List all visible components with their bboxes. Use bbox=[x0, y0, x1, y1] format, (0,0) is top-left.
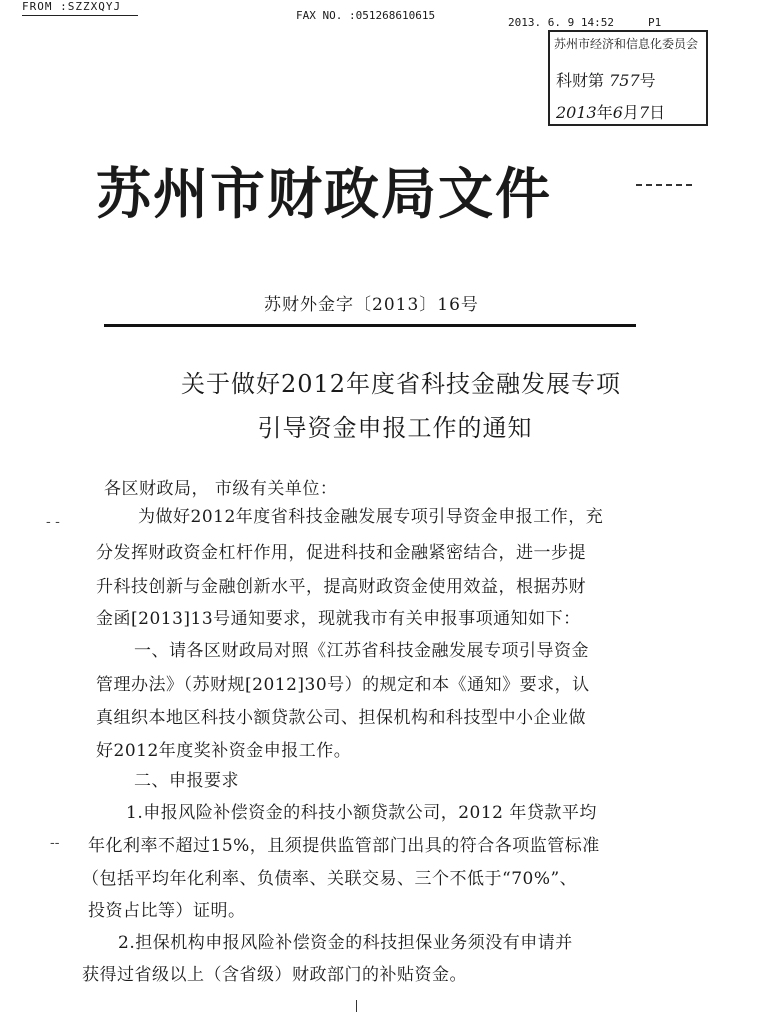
stamp-receipt-prefix: 科财 bbox=[556, 71, 589, 90]
stamp-receipt-number-value: 757 bbox=[609, 71, 640, 90]
header-rule bbox=[104, 324, 636, 327]
stamp-date-month-label: 月 bbox=[622, 103, 639, 122]
stamp-date-month: 6 bbox=[612, 103, 623, 122]
margin-dash-2: -- bbox=[50, 835, 60, 851]
body-line: 好2012年度奖补资金申报工作。 bbox=[96, 741, 352, 761]
stamp-date-year: 2013 bbox=[556, 103, 597, 122]
margin-dash-1: - - bbox=[46, 514, 60, 530]
stamp-receipt-date bbox=[556, 100, 665, 123]
fax-from-underline bbox=[22, 15, 138, 16]
body-line: 分发挥财政资金杠杆作用，促进科技和金融紧密结合，进一步提 bbox=[96, 543, 586, 563]
body-line: 投资占比等）证明。 bbox=[88, 901, 246, 921]
stamp-receipt-suffix: 号 bbox=[639, 71, 656, 90]
issuer-title: 苏州市财政局文件 bbox=[96, 161, 553, 226]
stamp-org: 苏州市经济和信息化委员会 bbox=[554, 37, 699, 51]
document-number: 苏财外金字〔2013〕16号 bbox=[264, 295, 479, 315]
stamp-date-day-label: 日 bbox=[649, 103, 666, 122]
notice-heading-line2: 引导资金申报工作的通知 bbox=[257, 414, 533, 442]
body-line: 年化利率不超过15%，且须提供监管部门出具的符合各项监管标准 bbox=[88, 836, 600, 856]
stamp-receipt-number bbox=[556, 68, 656, 91]
page-tick-mark bbox=[356, 1000, 357, 1012]
stamp-receipt-mid: 第 bbox=[588, 71, 605, 90]
fax-page: P1 bbox=[648, 16, 662, 29]
body-line: 二、申报要求 bbox=[134, 771, 239, 791]
body-line: 1.申报风险补偿资金的科技小额贷款公司，2012 年贷款平均 bbox=[126, 803, 597, 823]
body-line: 真组织本地区科技小额贷款公司、担保机构和科技型中小企业做 bbox=[96, 708, 586, 728]
stamp-date-year-label: 年 bbox=[596, 103, 613, 122]
notice-heading-line1: 关于做好2012年度省科技金融发展专项 bbox=[180, 370, 622, 398]
fax-number: FAX NO. :051268610615 bbox=[296, 9, 436, 22]
body-line: 管理办法》（苏财规[2012]30号）的规定和本《通知》要求，认 bbox=[96, 675, 590, 695]
fax-from: FROM :SZZXQYJ bbox=[22, 0, 122, 13]
body-line: （包括平均年化利率、负债率、关联交易、三个不低于“70%”、 bbox=[82, 869, 578, 889]
body-line: 一、请各区财政局对照《江苏省科技金融发展专项引导资金 bbox=[134, 641, 589, 661]
title-dash-mark bbox=[636, 184, 692, 186]
body-line: 为做好2012年度省科技金融发展专项引导资金申报工作，充 bbox=[138, 507, 604, 527]
addressee: 各区财政局， 市级有关单位： bbox=[104, 479, 338, 499]
fax-datetime: 2013. 6. 9 14:52 bbox=[508, 16, 614, 29]
stamp-date-day: 7 bbox=[638, 103, 650, 122]
receipt-stamp bbox=[548, 30, 708, 126]
body-line: 2.担保机构申报风险补偿资金的科技担保业务须没有申请并 bbox=[118, 933, 573, 953]
body-line: 金函[2013]13号通知要求，现就我市有关申报事项通知如下： bbox=[96, 609, 581, 629]
body-line: 获得过省级以上（含省级）财政部门的补贴资金。 bbox=[82, 965, 467, 985]
body-line: 升科技创新与金融创新水平，提高财政资金使用效益，根据苏财 bbox=[96, 577, 586, 597]
